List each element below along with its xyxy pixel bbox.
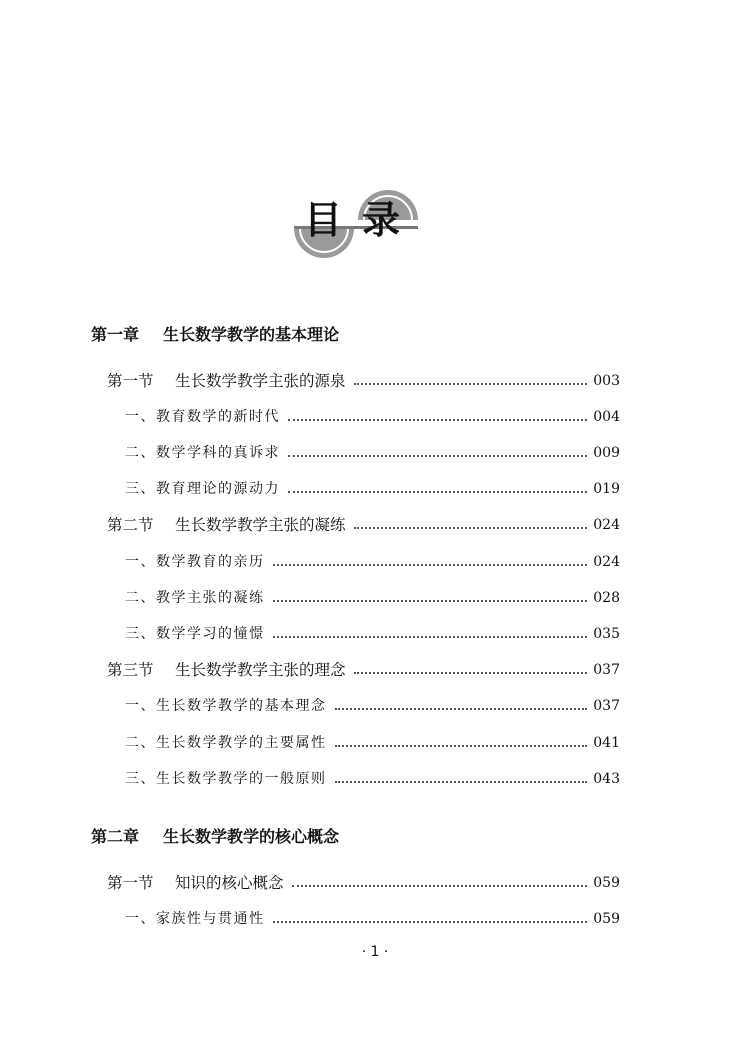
dot-leader	[273, 636, 588, 638]
chapter-title: 生长数学教学的基本理论	[163, 325, 340, 344]
toc-item-entry[interactable]	[125, 550, 620, 574]
page-ref: 009	[593, 445, 620, 461]
dot-leader	[288, 455, 587, 457]
dot-leader	[335, 745, 588, 747]
dot-leader	[335, 708, 588, 710]
page-ref: 037	[593, 662, 620, 678]
page-number: · 1 ·	[361, 944, 389, 960]
toc-item-entry[interactable]	[125, 694, 620, 718]
toc-section-entry[interactable]	[107, 369, 620, 393]
toc-item-entry[interactable]	[125, 441, 620, 465]
item-title: 三、教育理论的源动力	[125, 481, 280, 497]
toc-section-entry[interactable]	[107, 513, 620, 537]
item-title: 三、生长数学教学的一般原则	[125, 771, 327, 787]
page-ref: 041	[593, 735, 620, 751]
page-ref: 035	[593, 626, 620, 642]
page-ref: 003	[593, 373, 620, 389]
toc-section-entry[interactable]	[107, 658, 620, 682]
chapter-number: 第二章	[91, 827, 140, 846]
dot-leader	[288, 419, 587, 421]
toc-item-entry[interactable]	[125, 586, 620, 610]
toc-section-entry[interactable]	[107, 871, 620, 895]
toc-title-emblem	[292, 190, 422, 260]
section-title: 生长数学教学主张的凝练	[175, 516, 346, 534]
chapter-title: 生长数学教学的核心概念	[163, 827, 340, 846]
page-ref: 037	[593, 698, 620, 714]
dot-leader	[292, 885, 588, 887]
dot-leader	[273, 921, 588, 923]
item-title: 二、数学学科的真诉求	[125, 445, 280, 461]
section-title: 知识的核心概念	[175, 874, 284, 892]
chapter-number: 第一章	[91, 325, 140, 344]
section-number: 第一节	[107, 372, 154, 390]
chapter-heading[interactable]	[91, 323, 339, 347]
page-ref: 059	[593, 875, 620, 891]
toc-item-entry[interactable]	[125, 477, 620, 501]
item-title: 一、数学教育的亲历	[125, 554, 265, 570]
page-ref: 019	[593, 481, 620, 497]
page-ref: 004	[593, 409, 620, 425]
title-char-mu: 目	[304, 198, 343, 242]
dot-leader	[273, 600, 588, 602]
toc-item-entry[interactable]	[125, 622, 620, 646]
dot-leader	[288, 491, 587, 493]
page-ref: 024	[593, 554, 620, 570]
item-title: 一、家族性与贯通性	[125, 911, 265, 927]
toc-item-entry[interactable]	[125, 405, 620, 429]
section-number: 第二节	[107, 516, 154, 534]
dot-leader	[354, 383, 588, 385]
item-title: 二、生长数学教学的主要属性	[125, 735, 327, 751]
page-ref: 028	[593, 590, 620, 606]
page-ref: 043	[593, 771, 620, 787]
section-title: 生长数学教学主张的源泉	[175, 372, 346, 390]
title-char-lu: 录	[362, 198, 401, 242]
section-number: 第三节	[107, 661, 154, 679]
chapter-heading[interactable]	[91, 825, 339, 849]
page-ref: 024	[593, 517, 620, 533]
item-title: 二、教学主张的凝练	[125, 590, 265, 606]
toc-item-entry[interactable]	[125, 731, 620, 755]
toc-item-entry[interactable]	[125, 907, 620, 931]
dot-leader	[335, 781, 588, 783]
toc-item-entry[interactable]	[125, 767, 620, 791]
item-title: 三、数学学习的憧憬	[125, 626, 265, 642]
page-ref: 059	[593, 911, 620, 927]
dot-leader	[354, 672, 588, 674]
item-title: 一、教育数学的新时代	[125, 409, 280, 425]
section-title: 生长数学教学主张的理念	[175, 661, 346, 679]
section-number: 第一节	[107, 874, 154, 892]
item-title: 一、生长数学教学的基本理念	[125, 698, 327, 714]
dot-leader	[354, 527, 588, 529]
dot-leader	[273, 564, 588, 566]
